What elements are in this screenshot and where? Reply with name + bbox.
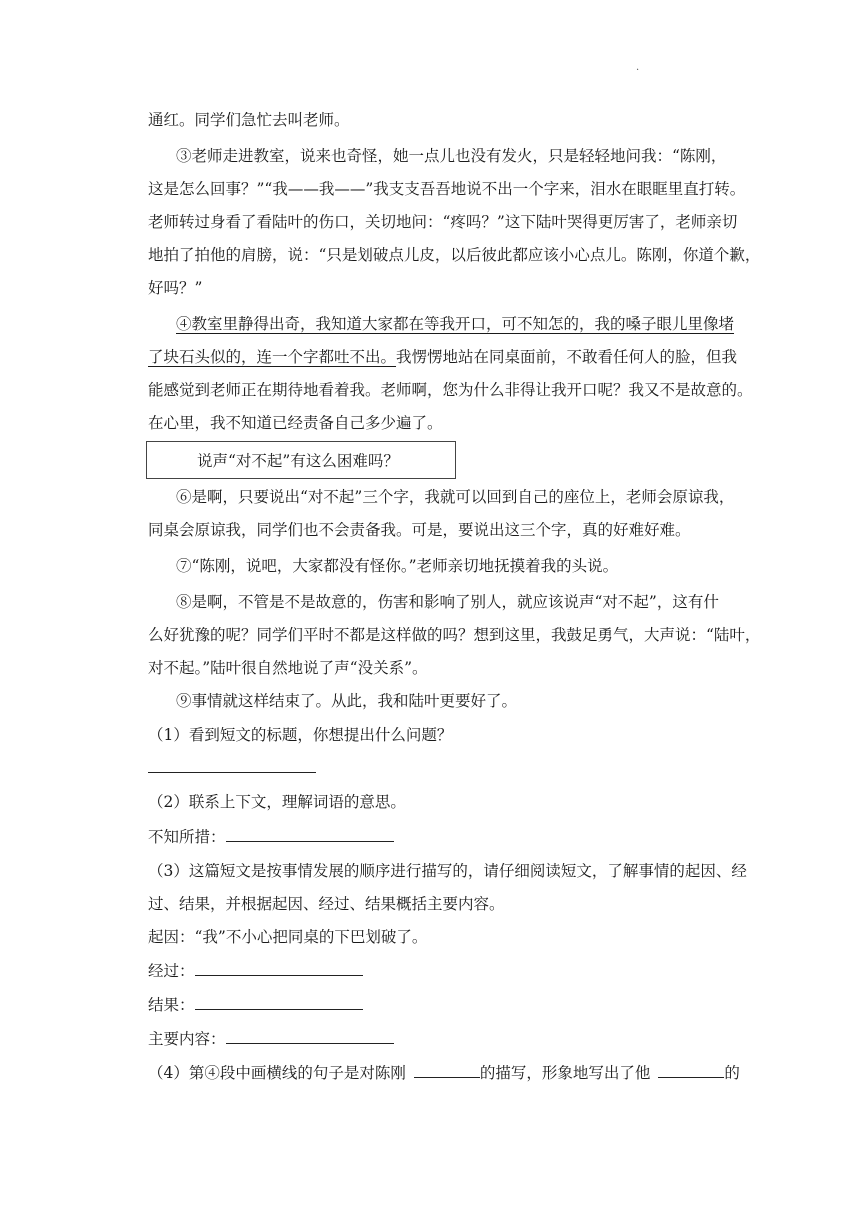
paragraph-4-text: 我愣愣地站在同桌面前，不敢看任何人的脸，但我 <box>396 348 738 366</box>
question-4 <box>148 1062 740 1084</box>
underlined-sentence: ④教室里静得出奇，我知道大家都在等我开口，可不知怎的，我的嗓子眼儿里像堵 <box>176 315 735 333</box>
answer-blank-main-content[interactable] <box>226 1028 394 1044</box>
answer-blank-process[interactable] <box>195 960 363 976</box>
paragraph-5-answer-box <box>146 441 456 479</box>
question-3-line: 过、结果，并根据起因、经过、结果概括主要内容。 <box>148 895 505 913</box>
q4-text-a: （4）第④段中画横线的句子是对陈刚 <box>148 1064 406 1082</box>
paragraph-4-line: 在心里，我不知道已经责备自己多少遍了。 <box>148 414 443 432</box>
paragraph-4-line: 能感觉到老师正在期待地看着我。老师啊，您为什么非得让我开口呢？我又不是故意的。 <box>148 381 753 399</box>
answer-blank-result[interactable] <box>195 994 363 1010</box>
q4-text-c: 的 <box>724 1064 740 1082</box>
paragraph-7: ⑦“陈刚，说吧，大家都没有怪你。”老师亲切地抚摸着我的头说。 <box>176 557 619 575</box>
paragraph-8-line: 对不起。”陆叶很自然地说了声“没关系”。 <box>148 659 428 677</box>
underlined-sentence: 了块石头似的，连一个字都吐不出。 <box>148 348 397 366</box>
question-3-cause: 起因：“我”不小心把同桌的下巴划破了。 <box>148 928 428 946</box>
question-3-process <box>148 960 734 982</box>
question-3-main <box>148 1028 734 1050</box>
question-2: （2）联系上下文，理解词语的意思。 <box>148 793 406 811</box>
paragraph-8-line: ⑧是啊，不管是不是故意的，伤害和影响了别人，就应该说声“对不起”，这有什 <box>176 593 719 611</box>
paragraph-3-line: 老师转过身看了看陆叶的伤口，关切地问：“疼吗？”这下陆叶哭得更厉害了，老师亲切 <box>148 213 738 231</box>
answer-blank-term[interactable] <box>226 826 394 842</box>
answer-blank-q4-1[interactable] <box>414 1062 480 1078</box>
paragraph-9: ⑨事情就这样结束了。从此，我和陆叶更要好了。 <box>176 692 518 710</box>
process-label: 经过： <box>148 962 195 980</box>
answer-blank-q4-2[interactable] <box>658 1062 724 1078</box>
paragraph-3-line: 地拍了拍他的肩膀，说：“只是划破点儿皮，以后彼此都应该小心点儿。陈刚，你道个歉， <box>148 246 761 264</box>
box-text: 说声“对不起”有这么困难吗？ <box>197 452 399 470</box>
paragraph-6-line: ⑥是啊，只要说出“对不起”三个字，我就可以回到自己的座位上，老师会原谅我， <box>176 488 735 506</box>
question-3-result <box>148 994 734 1016</box>
question-2-item <box>148 826 734 848</box>
paragraph-2-tail: 通红。同学们急忙去叫老师。 <box>148 111 350 129</box>
q4-text-b: 的描写，形象地写出了他 <box>479 1064 651 1082</box>
paragraph-3-line: 这是怎么回事？”“我——我——”我支支吾吾地说不出一个字来，泪水在眼眶里直打转。 <box>148 180 746 198</box>
header-mark: . <box>636 62 640 73</box>
paragraph-4-line <box>148 346 738 368</box>
paragraph-3-line: 好吗？” <box>148 279 203 297</box>
paragraph-8-line: 么好犹豫的呢？同学们平时不都是这样做的吗？想到这里，我鼓足勇气，大声说：“陆叶， <box>148 626 761 644</box>
main-content-label: 主要内容： <box>148 1030 226 1048</box>
term-label: 不知所措： <box>148 828 226 846</box>
result-label: 结果： <box>148 996 195 1014</box>
question-3-line: （3）这篇短文是按事情发展的顺序进行描写的，请仔细阅读短文，了解事情的起因、经 <box>148 862 747 880</box>
paragraph-3-line: ③老师走进教室，说来也奇怪，她一点儿也没有发火，只是轻轻地问我：“陈刚， <box>176 147 727 165</box>
question-1: （1）看到短文的标题，你想提出什么问题？ <box>148 726 453 744</box>
paragraph-4-line <box>176 313 762 335</box>
paragraph-6-line: 同桌会原谅我，同学们也不会责备我。可是，要说出这三个字，真的好难好难。 <box>148 521 691 539</box>
answer-blank-q1[interactable] <box>148 772 316 773</box>
